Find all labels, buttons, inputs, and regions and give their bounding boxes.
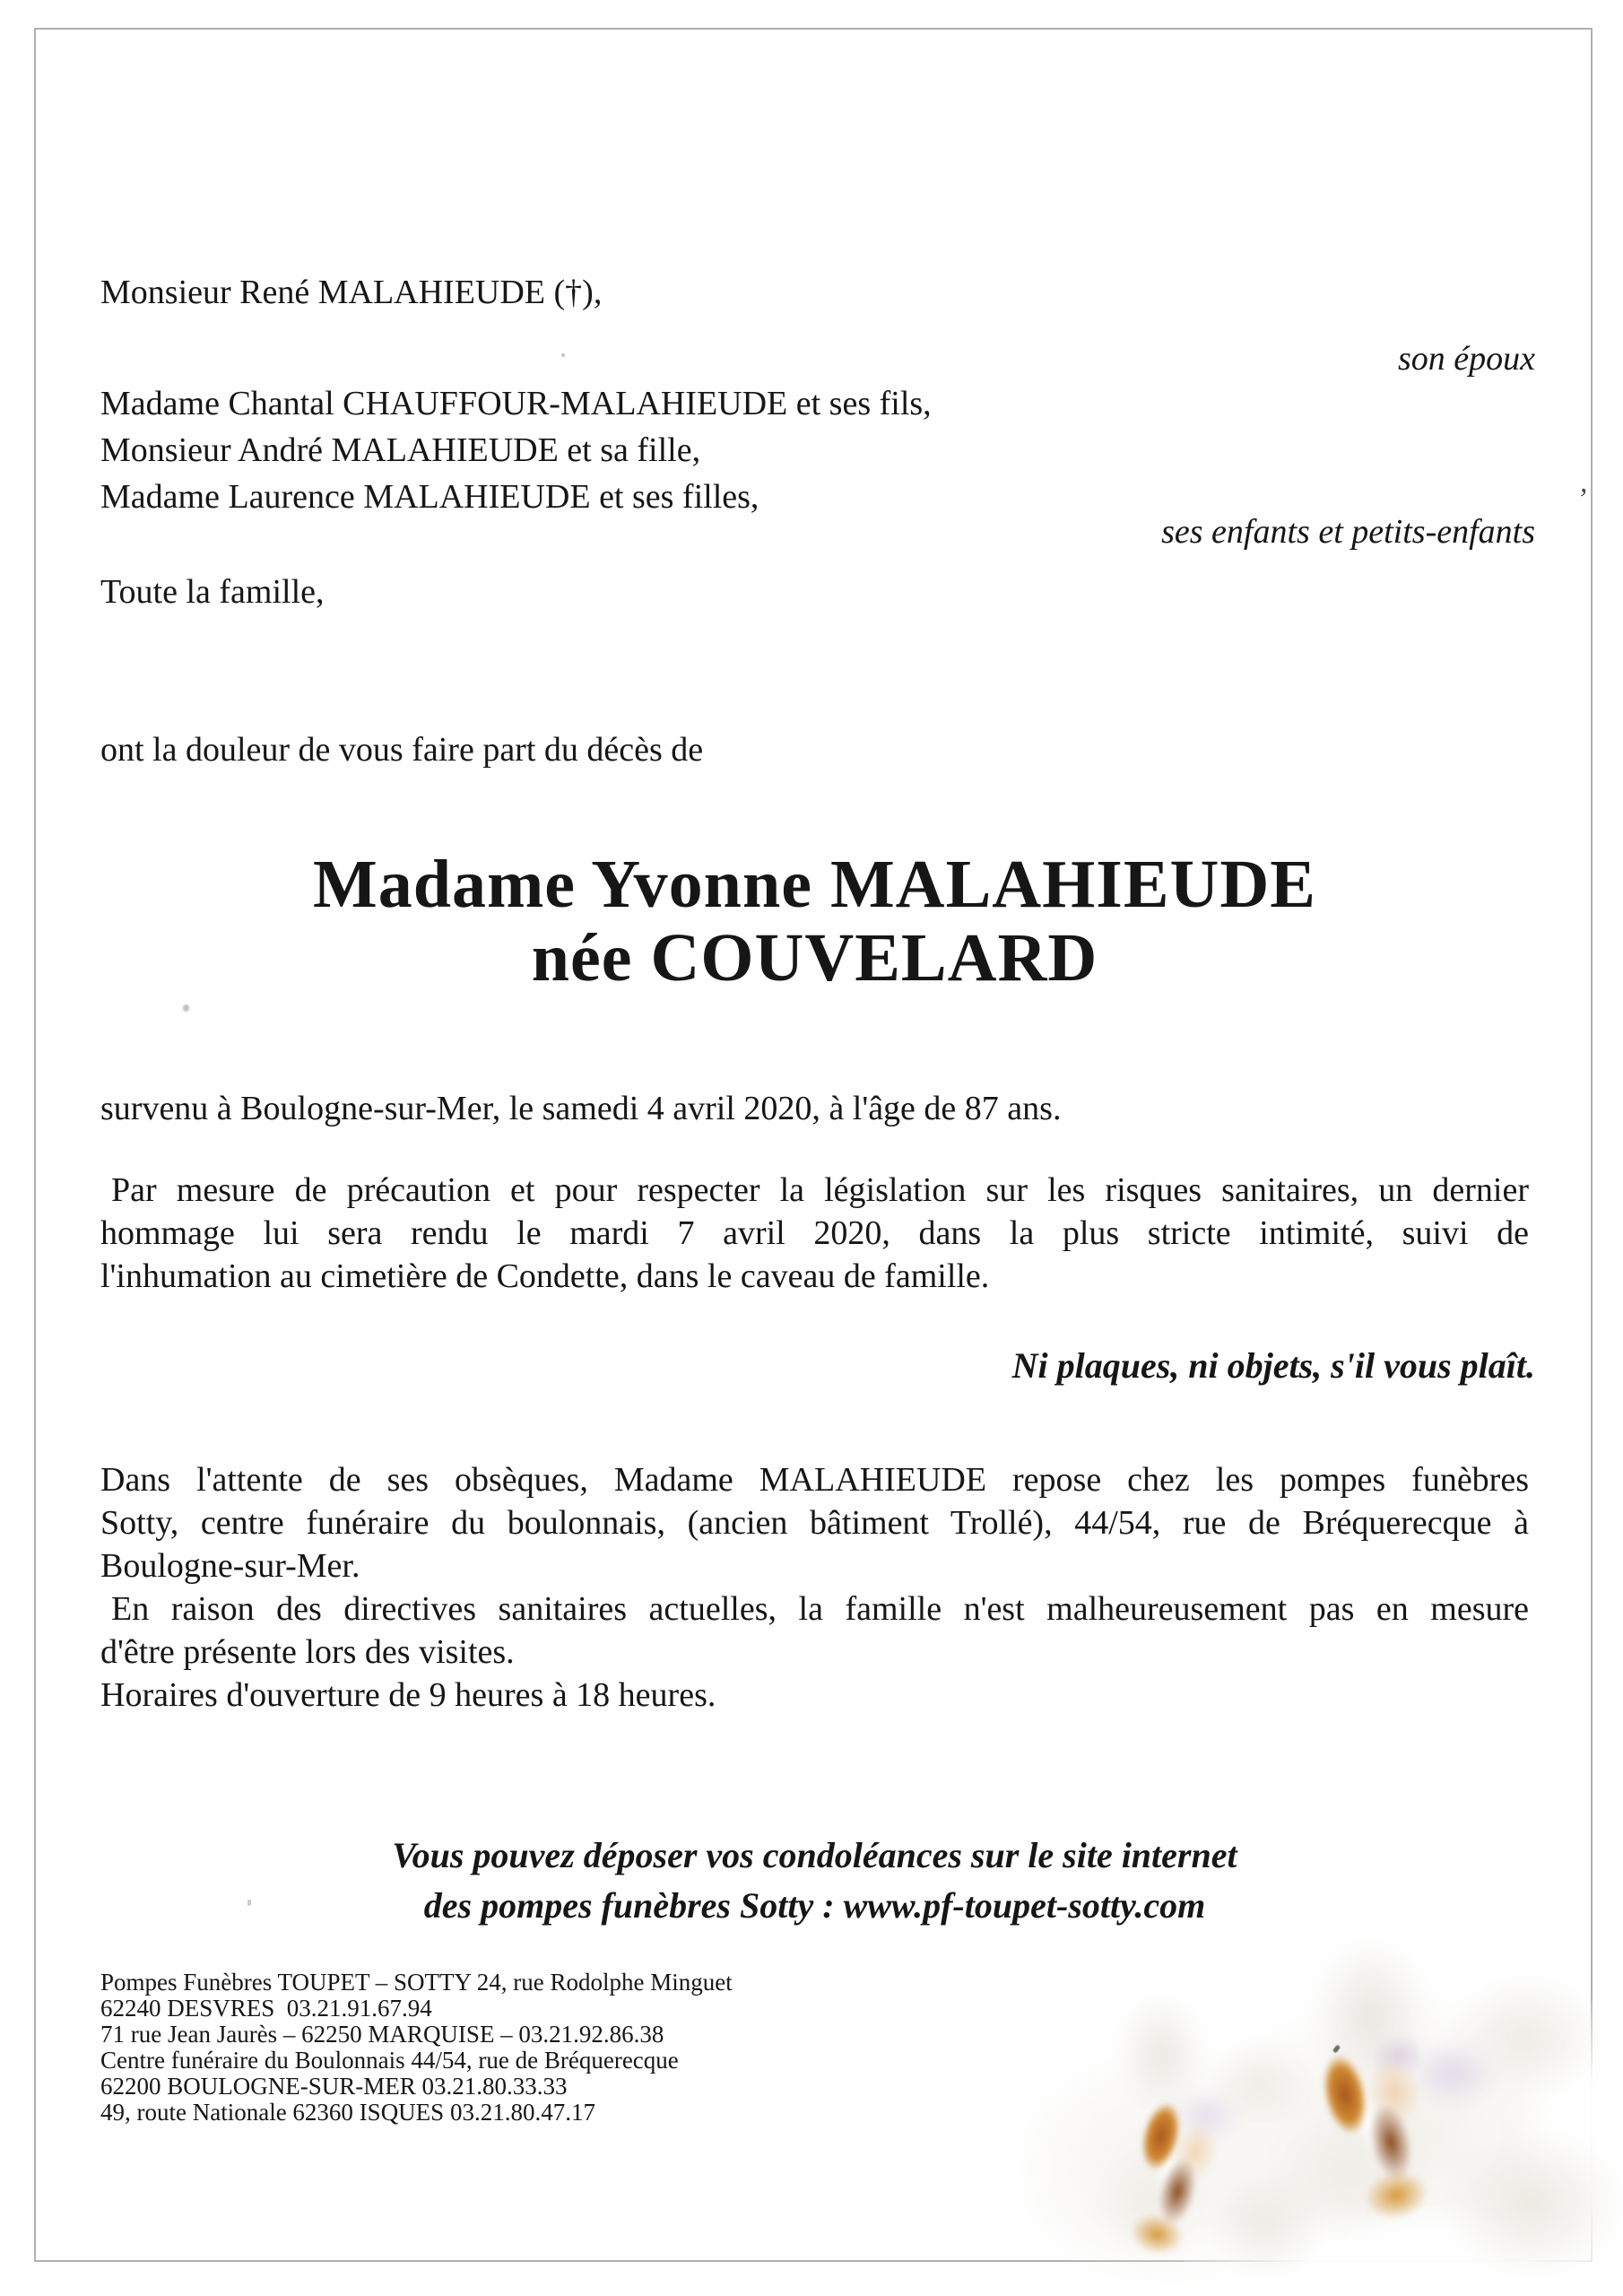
precaution-line: hommage lui sera rendu le mardi 7 avril 2020, dans la plus stricte intimité, suivi de xyxy=(100,1214,1529,1252)
precaution-paragraph xyxy=(100,1169,1529,1298)
family-line-andre: Monsieur André MALAHIEUDE et sa fille, xyxy=(100,431,701,469)
repose-line: En raison des directives sanitaires actuelles, la famille n'est malheureusement pas en mesure xyxy=(111,1590,1529,1628)
husband-line: Monsieur René MALAHIEUDE (†), xyxy=(100,274,603,311)
repose-line: Dans l'attente de ses obsèques, Madame MALAHIEUDE repose chez les pompes funèbres xyxy=(100,1461,1529,1499)
repose-paragraph xyxy=(100,1458,1529,1717)
precaution-line: l'inhumation au cimetière de Condette, dans le caveau de famille. xyxy=(100,1257,990,1295)
funeral-home-address-line: Centre funéraire du Boulonnais 44/54, rue de Bréquerecque xyxy=(100,2047,679,2074)
repose-line: Boulogne-sur-Mer. xyxy=(100,1547,360,1585)
family-role-label: ses enfants et petits-enfants xyxy=(1161,513,1535,551)
repose-line: Sotty, centre funéraire du boulonnais, (ancien bâtiment Trollé), 44/54, rue de Bréquerecque à xyxy=(100,1504,1529,1542)
scan-artifact-dot xyxy=(247,1900,251,1906)
scan-artifact-apostrophe: ’ xyxy=(1576,483,1587,516)
intro-line: ont la douleur de vous faire part du décès de xyxy=(100,731,704,769)
funeral-home-address-line: 71 rue Jean Jaurès – 62250 MARQUISE – 03.21.92.86.38 xyxy=(100,2021,664,2048)
funeral-home-address-line: 62200 BOULOGNE-SUR-MER 03.21.80.33.33 xyxy=(100,2073,568,2100)
funeral-home-addresses xyxy=(100,1970,733,2126)
death-date-line: survenu à Boulogne-sur-Mer, le samedi 4 avril 2020, à l'âge de 87 ans. xyxy=(100,1090,1062,1127)
funeral-home-address-line: 49, route Nationale 62360 ISQUES 03.21.80.47.17 xyxy=(100,2099,595,2126)
precaution-line: Par mesure de précaution et pour respecter la législation sur les risques sanitaires, un dernier xyxy=(111,1171,1529,1209)
condolences-line1: Vous pouvez déposer vos condoléances sur le site internet xyxy=(392,1835,1237,1875)
whole-family-line: Toute la famille, xyxy=(100,573,325,611)
husband-role-label: son époux xyxy=(1397,340,1535,378)
repose-line: d'être présente lors des visites. xyxy=(100,1633,515,1671)
no-plaques-line: Ni plaques, ni objets, s'il vous plaît. xyxy=(1011,1345,1535,1386)
family-line-laurence: Madame Laurence MALAHIEUDE et ses filles, xyxy=(100,478,759,516)
condolences-line2: des pompes funèbres Sotty : www.pf-toupet-sotty.com xyxy=(423,1885,1206,1926)
repose-line: Horaires d'ouverture de 9 heures à 18 heures. xyxy=(100,1676,716,1714)
deceased-name-line1: Madame Yvonne MALAHIEUDE xyxy=(313,847,1316,922)
funeral-home-address-line: 62240 DESVRES 03.21.91.67.94 xyxy=(100,1995,432,2022)
family-line-chantal: Madame Chantal CHAUFFOUR-MALAHIEUDE et ses fils, xyxy=(100,385,932,422)
funeral-home-address-line: Pompes Funèbres TOUPET – SOTTY 24, rue Rodolphe Minguet xyxy=(100,1969,733,1996)
orchid-flowers-image xyxy=(1022,1937,1623,2296)
scan-artifact-dot xyxy=(561,353,565,357)
scan-artifact-dot xyxy=(183,1004,189,1012)
deceased-name-line2: née COUVELARD xyxy=(531,920,1098,996)
